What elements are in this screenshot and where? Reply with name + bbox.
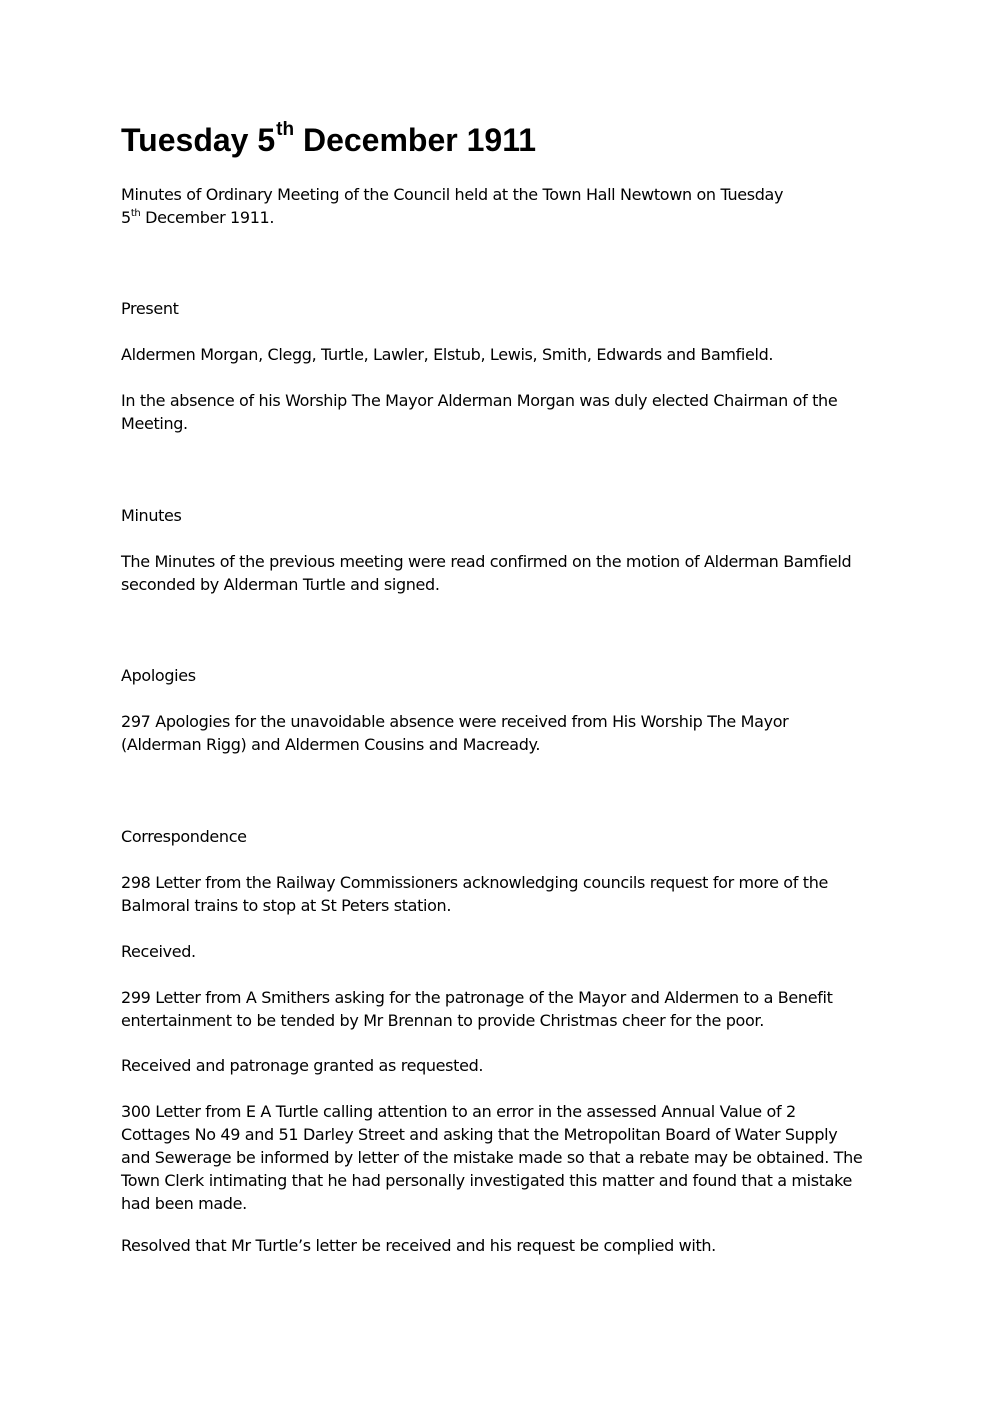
section-heading-present: Present	[121, 299, 179, 318]
item-298-paragraph	[121, 871, 881, 917]
item-300-line-1: 300 Letter from E A Turtle calling attention to an error in the assessed Annual Value of 2	[121, 1102, 796, 1121]
intro-line-2	[121, 206, 881, 229]
item-300-line-2: Cottages No 49 and 51 Darley Street and asking that the Metropolitan Board of Water Supply	[121, 1125, 838, 1144]
apologies-line-2: (Alderman Rigg) and Aldermen Cousins and Macready.	[121, 735, 541, 754]
minutes-line-2: seconded by Alderman Turtle and signed.	[121, 575, 440, 594]
chairman-line-2: Meeting.	[121, 414, 188, 433]
minutes-line-1: The Minutes of the previous meeting were read confirmed on the motion of Alderman Bamfield	[121, 552, 852, 571]
item-300-line-3: and Sewerage be informed by letter of the mistake made so that a rebate may be obtained. The	[121, 1148, 863, 1167]
item-298-line-2: Balmoral trains to stop at St Peters station.	[121, 896, 452, 915]
minutes-paragraph	[121, 550, 881, 596]
item-299-resolution: Received and patronage granted as requested.	[121, 1056, 484, 1075]
section-heading-correspondence: Correspondence	[121, 827, 247, 846]
title-suffix: December 1911	[294, 122, 537, 158]
page-title	[121, 118, 536, 162]
intro-paragraph	[121, 183, 881, 229]
chairman-paragraph	[121, 389, 881, 435]
item-299-line-2: entertainment to be tended by Mr Brennan to provide Christmas cheer for the poor.	[121, 1011, 764, 1030]
item-300-line-4: Town Clerk intimating that he had personally investigated this matter and found that a mistake	[121, 1171, 852, 1190]
item-300-line-5: had been made.	[121, 1194, 247, 1213]
apologies-line-1: 297 Apologies for the unavoidable absence were received from His Worship The Mayor	[121, 712, 789, 731]
chairman-line-1: In the absence of his Worship The Mayor Alderman Morgan was duly elected Chairman of the	[121, 391, 838, 410]
apologies-paragraph	[121, 710, 881, 756]
intro-date-superscript: th	[130, 207, 141, 219]
intro-date-suffix: December 1911.	[140, 208, 275, 227]
title-superscript: th	[276, 119, 295, 141]
intro-date-prefix: 5	[121, 208, 131, 227]
item-299-paragraph	[121, 986, 881, 1032]
section-heading-minutes: Minutes	[121, 506, 182, 525]
intro-line-1: Minutes of Ordinary Meeting of the Council held at the Town Hall Newtown on Tuesday	[121, 185, 784, 204]
present-attendees: Aldermen Morgan, Clegg, Turtle, Lawler, Elstub, Lewis, Smith, Edwards and Bamfield.	[121, 345, 774, 364]
section-heading-apologies: Apologies	[121, 666, 196, 685]
title-prefix: Tuesday 5	[121, 122, 276, 158]
item-298-line-1: 298 Letter from the Railway Commissioners acknowledging councils request for more of the	[121, 873, 828, 892]
item-299-line-1: 299 Letter from A Smithers asking for the patronage of the Mayor and Aldermen to a Benefit	[121, 988, 833, 1007]
item-298-resolution: Received.	[121, 942, 196, 961]
item-300-resolution: Resolved that Mr Turtle’s letter be received and his request be complied with.	[121, 1236, 716, 1255]
item-300-paragraph	[121, 1100, 881, 1215]
